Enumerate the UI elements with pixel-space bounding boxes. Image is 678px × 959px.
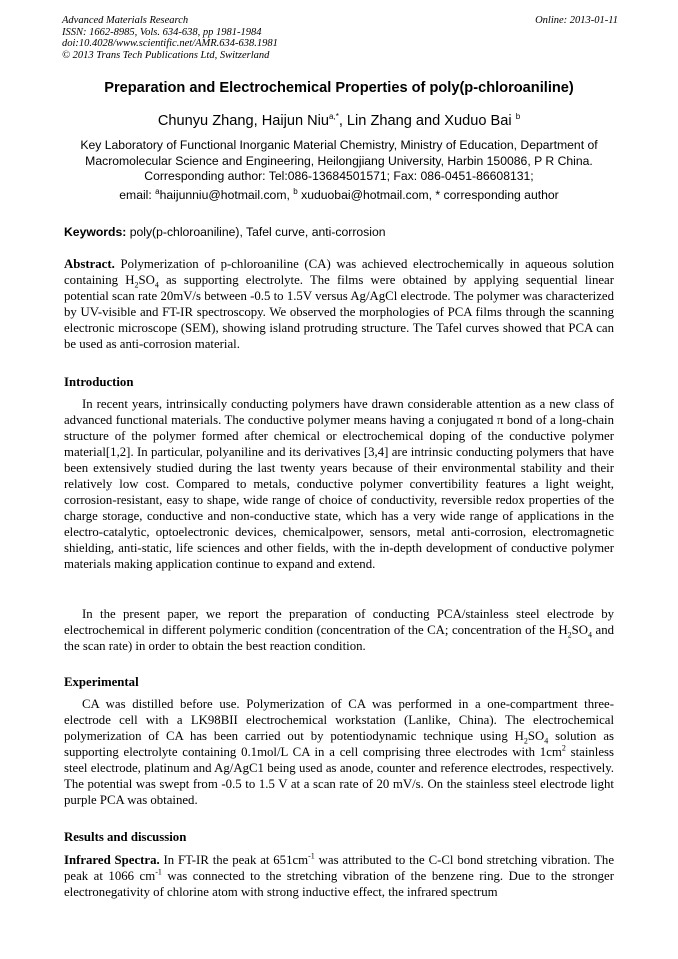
online-date: Online: 2013-01-11 bbox=[535, 15, 618, 26]
abstract-sub-4: 4 bbox=[154, 280, 159, 290]
author-sup-1: a,* bbox=[329, 112, 339, 122]
journal-name: Advanced Materials Research bbox=[62, 15, 189, 26]
abstract-label: Abstract. bbox=[64, 257, 115, 271]
email-line bbox=[40, 188, 638, 202]
author-names-2: , Lin Zhang and Xuduo Bai bbox=[338, 113, 512, 129]
email-prefix: email: bbox=[119, 188, 156, 202]
abstract bbox=[64, 256, 614, 352]
results-sup-1: -1 bbox=[308, 851, 315, 861]
intro-p2-sub-2: 2 bbox=[567, 630, 572, 640]
intro-p2-sub-4: 4 bbox=[588, 630, 593, 640]
copyright-line: © 2013 Trans Tech Publications Ltd, Switzerland bbox=[62, 49, 270, 61]
email-address-b: xuduobai@hotmail.com, * corresponding author bbox=[297, 188, 559, 202]
results-text-b: was attributed to the C-Cl bond stretching vibration. The peak at 1066 cm bbox=[64, 853, 614, 883]
exp-sub-2: 2 bbox=[523, 736, 528, 746]
email-sup-b: b bbox=[293, 186, 298, 196]
email-address-a: haijunniu@hotmail.com, bbox=[159, 188, 294, 202]
affiliation-line-3: Corresponding author: Tel:086-13684501571; Fax: 086-0451-86608131; bbox=[144, 169, 534, 184]
author-list bbox=[40, 113, 638, 129]
affiliation-line-1: Key Laboratory of Functional Inorganic Material Chemistry, Ministry of Education, Department of bbox=[80, 138, 598, 152]
issn-line: ISSN: 1662-8985, Vols. 634-638, pp 1981-1984 bbox=[62, 26, 262, 38]
intro-p2-text-b: SO bbox=[571, 623, 589, 637]
intro-p2-text-c: and the scan rate) in order to obtain the best reaction condition. bbox=[64, 623, 614, 653]
exp-sub-4: 4 bbox=[544, 736, 549, 746]
section-heading-experimental: Experimental bbox=[64, 675, 139, 689]
intro-p2-text-a: In the present paper, we report the preparation of conducting PCA/stainless steel electrode by electrochemical in different polymeric condition (concentration of the CA; concentration of the H bbox=[64, 607, 614, 637]
affiliation bbox=[40, 138, 638, 185]
results-paragraph bbox=[64, 852, 614, 900]
keywords-label: Keywords: bbox=[64, 225, 127, 239]
keywords bbox=[64, 225, 614, 239]
exp-text-b: SO bbox=[527, 729, 545, 743]
abstract-text-1: Polymerization of p-chloroaniline (CA) was achieved electrochemically in aqueous solution containing H bbox=[64, 257, 614, 287]
experimental-paragraph bbox=[64, 696, 614, 808]
exp-text-c: solution as supporting electrolyte containing 0.1mol/L CA in a cell comprising three electrodes with 1cm bbox=[64, 729, 614, 759]
author-names-1: Chunyu Zhang, Haijun Niu bbox=[157, 113, 330, 129]
email-sup-a: a bbox=[155, 186, 160, 196]
infrared-spectra-label: Infrared Spectra. bbox=[64, 853, 160, 867]
paper-title: Preparation and Electrochemical Properties of poly(p-chloroaniline) bbox=[104, 80, 574, 96]
abstract-sub-2: 2 bbox=[134, 280, 139, 290]
journal-header bbox=[62, 15, 618, 61]
section-heading-introduction: Introduction bbox=[64, 375, 134, 389]
doi-line: doi:10.4028/www.scientific.net/AMR.634-638.1981 bbox=[62, 38, 278, 49]
abstract-text-3: as supporting electrolyte. The films were obtained by applying sequential linear potential scan rate 20mV/s between -0.5 to 1.5V versus Ag/AgCl electrode. The polymer was characterized by UV-visible and FT-IR spectroscopy. We observed the morphologies of PCA films through the scanning electronic microscope (SEM), showing island protruding structure. The Tafel curves showed that PCA can be used as anti-corrosion material. bbox=[64, 273, 614, 351]
results-text-c: was connected to the stretching vibration of the benzene ring. Due to the stronger electronegativity of chlorine atom with strong inductive effect, the infrared spectrum bbox=[64, 869, 614, 899]
abstract-text-2: SO bbox=[138, 273, 155, 287]
intro-paragraph-1: In recent years, intrinsically conducting polymers have drawn considerable attention as a new class of advanced functional materials. The conductive polymer means having a conjugated π bond of a long-chain structure of the polymer formed after chemical or electrochemical doping of the conductive polymer material[1,2]. In particular, polyaniline and its derivatives [3,4] are intrinsic conducting polymers that have been extensively studied during the last twenty years because of their environmental stability and their relatively low cost. Compared to metals, conductive polymer convertibility features a light weight, corrosion-resistant, easy to shape, wide range of choice of conductivity, reversible redox properties of the charge storage, conductive and non-conductive state, which has a very wide range of applications in the electro-catalytic, optoelectronic devices, chemicalpower, sensors, metal anti-corrosion, electromagnetic shielding, anti-static, life sciences and other fields, with the in-depth development of conductive polymer materials making application continue to expand and extend. bbox=[64, 397, 614, 571]
results-sup-2: -1 bbox=[155, 867, 162, 877]
author-sup-2: b bbox=[515, 112, 521, 122]
exp-sup-2: 2 bbox=[561, 743, 566, 753]
keywords-text: poly(p-chloroaniline), Tafel curve, anti-corrosion bbox=[126, 225, 386, 239]
intro-paragraph-2 bbox=[64, 606, 614, 654]
results-text-a: In FT-IR the peak at 651cm bbox=[159, 853, 309, 867]
affiliation-line-2: Macromolecular Science and Engineering, Heilongjiang University, Harbin 150086, P R China. bbox=[85, 153, 593, 168]
exp-text-d: stainless steel electrode, platinum and Ag/AgC1 being used as anode, counter and reference electrodes, respectively. The potential was swept from -0.5 to 1.5 V at a scan rate of 20 mV/s. On the stainless steel electrode light purple PCA was obtained. bbox=[64, 745, 614, 807]
exp-text-a: CA was distilled before use. Polymerization of CA was performed in a one-compartment three-electrode cell with a LK98BII electrochemical workstation (Lanlike, China). The electrochemical polymerization of CA has been carried out by potentiodynamic technique using H bbox=[64, 697, 614, 743]
section-heading-results: Results and discussion bbox=[64, 830, 187, 844]
